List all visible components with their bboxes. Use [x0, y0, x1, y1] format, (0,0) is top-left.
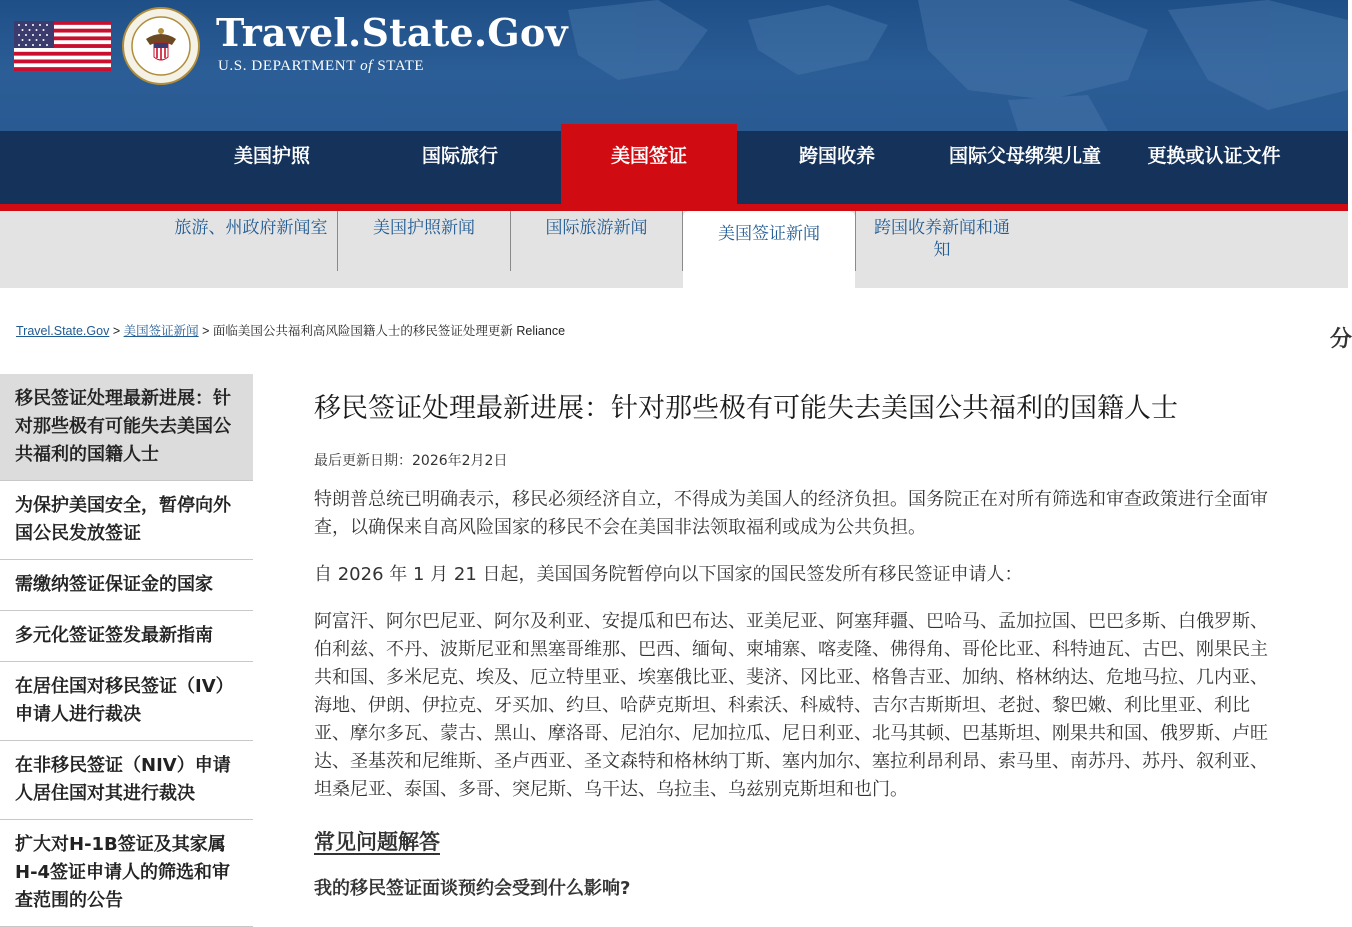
last-updated: 最后更新日期：2026年2月2日	[314, 453, 508, 469]
breadcrumb-separator: >	[202, 324, 210, 338]
site-title[interactable]: Travel.State.Gov	[216, 10, 568, 55]
subnav-newsroom[interactable]	[165, 211, 338, 271]
sidebar-item-label: 在居住国对移民签证（IV）申请人进行裁决	[15, 676, 234, 725]
sidebar-item-label: 需缴纳签证保证金的国家	[15, 574, 213, 595]
faq-heading[interactable]: 常见问题解答	[314, 830, 440, 854]
breadcrumb	[16, 321, 565, 339]
subnav-visa-news[interactable]	[683, 211, 855, 288]
nav-us-visas[interactable]	[561, 124, 737, 204]
faq-question: 我的移民签证面谈预约会受到什么影响?	[314, 878, 631, 899]
sidebar-item-label: 扩大对H-1B签证及其家属H-4签证申请人的筛选和审查范围的公告	[15, 834, 231, 911]
sidebar-item-label: 为保护美国安全，暂停向外国公民发放签证	[15, 495, 231, 544]
subnav-travel-news[interactable]	[511, 211, 683, 271]
nav-divider	[0, 204, 1348, 211]
sidebar-item[interactable]	[0, 374, 253, 481]
site-subtitle	[218, 58, 424, 75]
department-seal-icon	[122, 7, 200, 85]
nav-us-passports[interactable]	[178, 131, 366, 204]
subtitle-text: U.S. DEPARTMENT	[218, 58, 356, 74]
sidebar-item[interactable]	[0, 611, 253, 662]
sidebar-item[interactable]	[0, 741, 253, 820]
nav-replace-authenticate-documents[interactable]	[1119, 131, 1309, 204]
nav-label: 国际旅行	[421, 145, 498, 167]
breadcrumb-home-link[interactable]: Travel.State.Gov	[16, 324, 110, 338]
sub-nav	[0, 211, 1348, 288]
nav-label: 更换或认证文件	[1147, 145, 1281, 167]
breadcrumb-separator: >	[112, 324, 121, 338]
nav-child-abduction[interactable]	[931, 131, 1119, 204]
subnav-label: 美国签证新闻	[718, 224, 820, 244]
article-paragraph: 自 2026 年 1 月 21 日起，美国国务院暂停向以下国家的国民签发所有移民签证申请人：	[314, 564, 1023, 585]
us-flag-icon	[14, 21, 111, 71]
article-paragraph: 特朗普总统已明确表示，移民必须经济自立，不得成为美国人的经济负担。国务院正在对所有筛选和审查政策进行全面审查，以确保来自高风险国家的移民不会在美国非法领取福利或成为公共负担。	[314, 489, 1268, 538]
subtitle-text: STATE	[377, 58, 425, 74]
nav-label: 美国护照	[233, 145, 310, 167]
sidebar-item[interactable]	[0, 481, 253, 560]
sidebar-item-label: 多元化签证签发最新指南	[15, 625, 213, 646]
subnav-label: 旅游、州政府新闻室	[174, 218, 328, 238]
nav-intercountry-adoption[interactable]	[743, 131, 931, 204]
breadcrumb-section-link[interactable]: 美国签证新闻	[123, 324, 199, 338]
subnav-passport-news[interactable]	[338, 211, 511, 271]
world-map-background	[448, 0, 1348, 131]
sidebar-item[interactable]	[0, 820, 253, 927]
sidebar-item[interactable]	[0, 560, 253, 611]
site-header	[0, 0, 1348, 131]
sidebar-item[interactable]	[0, 662, 253, 741]
article	[314, 390, 1279, 900]
breadcrumb-current: 面临美国公共福利高风险国籍人士的移民签证处理更新 Reliance	[212, 324, 566, 338]
nav-label: 美国签证	[610, 145, 687, 167]
share-label[interactable]: 分	[1330, 327, 1352, 352]
subnav-adoption-news[interactable]	[855, 211, 1028, 271]
sidebar-item-label: 移民签证处理最新进展：针对那些极有可能失去美国公共福利的国籍人士	[15, 388, 231, 465]
page-title: 移民签证处理最新进展：针对那些极有可能失去美国公共福利的国籍人士	[314, 393, 1178, 424]
country-list-paragraph: 阿富汗、阿尔巴尼亚、阿尔及利亚、安提瓜和巴布达、亚美尼亚、阿塞拜疆、巴哈马、孟加拉国、巴巴多斯、白俄罗斯、伯利兹、不丹、波斯尼亚和黑塞哥维那、巴西、缅甸、柬埔寨、喀麦隆、佛得角、哥伦比亚、科特迪瓦、古巴、刚果民主共和国、多米尼克、埃及、厄立特里亚、埃塞俄比亚、斐济、冈比亚、格鲁吉亚、加纳、格林纳达、危地马拉、几内亚、海地、伊朗、伊拉克、牙买加、约旦、哈萨克斯坦、科索沃、科威特、吉尔吉斯斯坦、老挝、黎巴嫩、利比里亚、利比亚、摩尔多瓦、蒙古、黑山、摩洛哥、尼泊尔、尼加拉瓜、尼日利亚、北马其顿、巴基斯坦、刚果共和国、俄罗斯、卢旺达、圣基茨和尼维斯、圣卢西亚、圣文森特和格林纳丁斯、塞内加尔、塞拉利昂利昂、索马里、南苏丹、苏丹、叙利亚、坦桑尼亚、泰国、多哥、突尼斯、乌干达、乌拉圭、乌兹别克斯坦和也门。	[314, 611, 1268, 800]
sidebar-item-label: 在非移民签证（NIV）申请人居住国对其进行裁决	[15, 755, 231, 804]
nav-label: 跨国收养	[798, 145, 875, 167]
subnav-label: 跨国收养新闻和通知	[874, 218, 1010, 260]
subnav-label: 国际旅游新闻	[545, 218, 648, 238]
sidebar	[0, 374, 253, 927]
subnav-label: 美国护照新闻	[373, 218, 475, 238]
nav-international-travel[interactable]	[366, 131, 554, 204]
subtitle-of: of	[360, 58, 373, 74]
main-nav	[0, 131, 1348, 204]
nav-label: 国际父母绑架儿童	[948, 145, 1101, 167]
